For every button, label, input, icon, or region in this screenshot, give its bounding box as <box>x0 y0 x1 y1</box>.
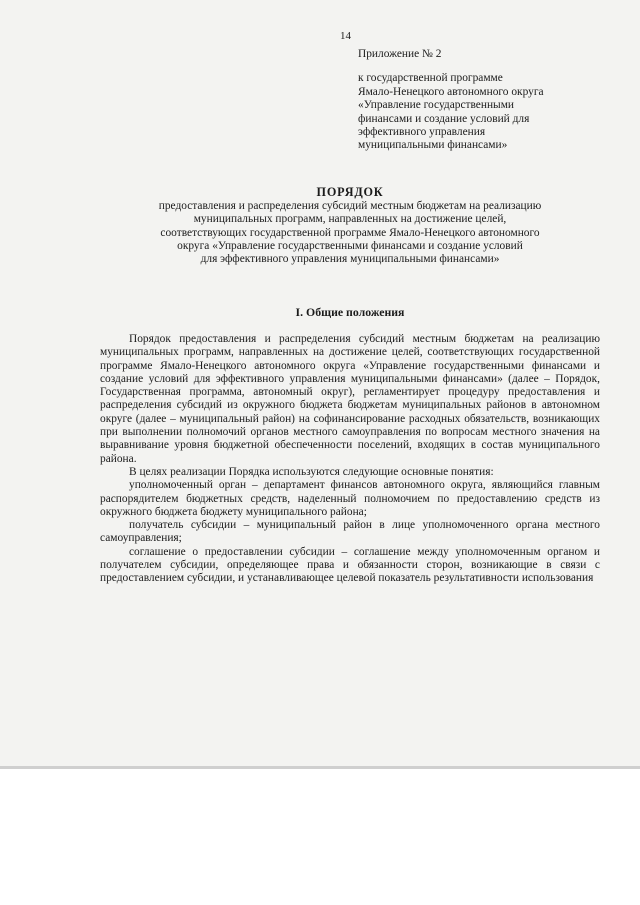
appendix-title: Приложение № 2 <box>358 48 442 60</box>
appendix-line: финансами и создание условий для <box>358 112 530 125</box>
order-subtitle-line: предоставления и распределения субсидий местным бюджетам на реализацию <box>158 200 542 212</box>
order-subtitle-line: соответствующих государственной программе Ямало-Ненецкого автономного <box>160 226 540 239</box>
appendix-line: муниципальными финансами» <box>358 139 508 152</box>
order-subtitle-line: муниципальных программ, направленных на достижение целей, <box>193 213 507 226</box>
order-title: ПОРЯДОК <box>316 185 384 199</box>
paragraph: Порядок предоставления и распределения субсидий местным бюджетам на реализацию муниципальных программ, направленных на достижение целей, соответствующих государственной программе Ямало-Ненецкого автономного округа «Управление государственными финансами и создание условий для эффективного управления муниципальными финансами» (далее – Порядок, Государственная программа, автономный округ), регламентирует процедуру предоставления и распределения субсидий из окружного бюджета бюджетам муниципальных районов в автономном округе (далее – муниципальный район) на софинансирование расходных обязательств, возникающих при выполнении полномочий органов местного самоуправления по вопросам местного значения на выравнивание уровня бюджетной обеспеченности поселений, входящих в состав муниципального района. <box>100 333 600 465</box>
paragraph: уполномоченный орган – департамент финансов автономного округа, являющийся главным распорядителем бюджетных средств, наделенный полномочием по предоставлению средств из окружного бюджета бюджету муниципального района; <box>100 479 600 518</box>
paragraph: соглашение о предоставлении субсидии – соглашение между уполномоченным органом и получателем субсидии, определяющее права и обязанности сторон, возникающие в связи с предоставлением субсидии, и устанавливающее целевой показатель результативности использования <box>100 545 600 585</box>
section-title: I. Общие положения <box>295 305 405 319</box>
scan-edge-divider <box>0 766 640 769</box>
appendix-line: к государственной программе <box>358 72 503 85</box>
page-number: 14 <box>340 30 351 42</box>
appendix-line: эффективного управления <box>358 126 486 139</box>
order-subtitle <box>40 200 640 266</box>
order-subtitle-line: для эффективного управления муниципальными финансами» <box>200 253 500 266</box>
appendix-line: «Управление государственными <box>358 99 515 112</box>
appendix-line: Ямало-Ненецкого автономного округа <box>358 85 544 98</box>
paragraph: В целях реализации Порядка используются следующие основные понятия: <box>129 465 494 478</box>
appendix-block <box>358 48 626 153</box>
section-body <box>100 333 600 586</box>
order-subtitle-line: округа «Управление государственными финансами и создание условий <box>177 239 523 252</box>
paragraph: получатель субсидии – муниципальный район в лице уполномоченного органа местного самоуправления; <box>100 519 600 545</box>
